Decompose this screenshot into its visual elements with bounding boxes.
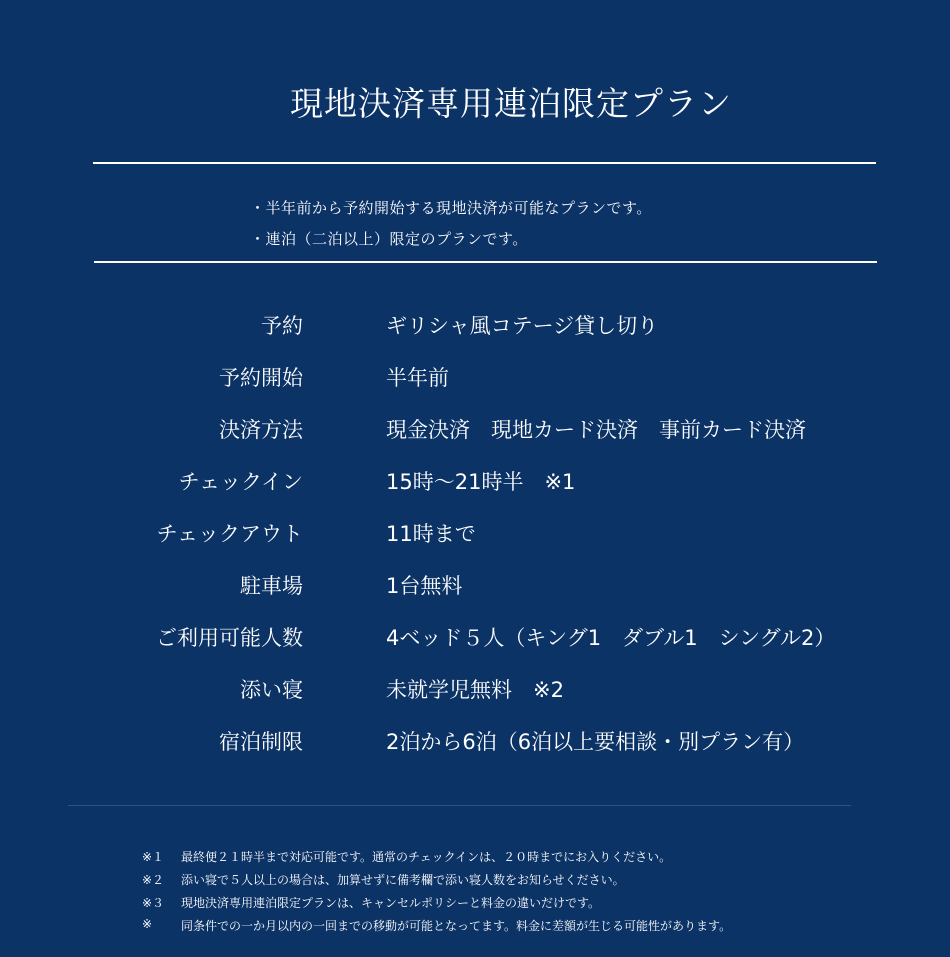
detail-value-payment-method: 現金決済 現地カード決済 事前カード決済 [386, 418, 806, 442]
middle-divider [94, 261, 877, 263]
note-mark-1: ※１ [142, 850, 165, 864]
detail-label-parking: 駐車場 [240, 574, 303, 598]
detail-label-capacity: ご利用可能人数 [156, 626, 303, 650]
detail-value-reservation: ギリシャ風コテージ貸し切り [386, 314, 659, 338]
note-text-1: 最終便２１時半まで対応可能です。通常のチェックインは、２０時までにお入りください。 [181, 850, 672, 864]
plan-title: 現地決済専用連泊限定プラン [290, 84, 732, 123]
intro-line-2: ・連泊（二泊以上）限定のプランです。 [250, 230, 528, 248]
detail-value-booking-start: 半年前 [386, 366, 449, 390]
note-text-2: 添い寝で５人以上の場合は、加算せずに備考欄で添い寝人数をお知らせください。 [181, 873, 625, 887]
detail-label-check-in: チェックイン [178, 470, 303, 494]
note-text-3: 現地決済専用連泊限定プランは、キャンセルポリシーと料金の違いだけです。 [181, 896, 601, 910]
detail-value-check-out: 11時まで [386, 522, 476, 546]
detail-label-reservation: 予約 [261, 314, 303, 338]
note-mark-2: ※２ [142, 873, 165, 887]
top-divider [93, 162, 876, 164]
detail-value-co-sleeping: 未就学児無料 ※2 [386, 678, 564, 702]
detail-label-stay-limit: 宿泊制限 [219, 730, 303, 754]
note-mark-4: ※ [142, 917, 153, 931]
detail-value-parking: 1台無料 [386, 574, 463, 598]
detail-value-capacity: 4ベッド５人（キング1 ダブル1 シングル2） [386, 626, 836, 650]
detail-label-booking-start: 予約開始 [219, 366, 303, 390]
detail-value-stay-limit: 2泊から6泊（6泊以上要相談・別プラン有） [386, 730, 805, 754]
intro-line-1: ・半年前から予約開始する現地決済が可能なプランです。 [250, 199, 652, 217]
detail-label-check-out: チェックアウト [156, 522, 303, 546]
detail-label-payment-method: 決済方法 [219, 418, 303, 442]
detail-value-check-in: 15時〜21時半 ※1 [386, 470, 576, 494]
detail-label-co-sleeping: 添い寝 [240, 678, 303, 702]
bottom-divider [68, 805, 851, 806]
note-mark-3: ※３ [142, 896, 165, 910]
note-text-4: 同条件での一か月以内の一回までの移動が可能となってます。料金に差額が生じる可能性があります。 [181, 919, 732, 933]
